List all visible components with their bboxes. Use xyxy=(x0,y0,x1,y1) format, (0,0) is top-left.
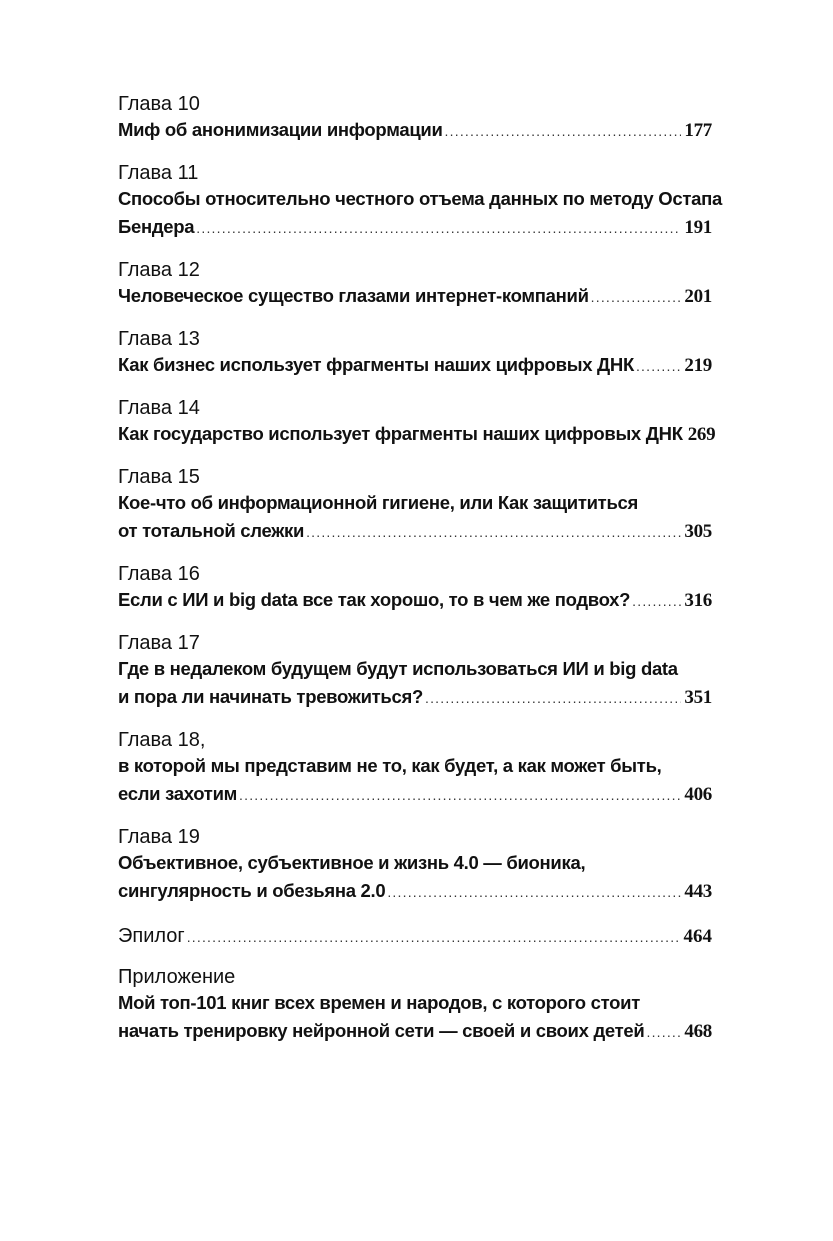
page-number: 269 xyxy=(687,424,716,445)
chapter-title-line xyxy=(118,282,712,311)
chapter-title: в которой мы представим не то, как будет, а как может быть, xyxy=(118,755,662,776)
chapter-label: Глава 17 xyxy=(118,632,200,654)
toc-entry-chapter-13 xyxy=(118,327,712,380)
page-number: 443 xyxy=(684,881,712,902)
epilogue-title: Эпилог xyxy=(118,925,185,947)
dot-leader xyxy=(445,117,682,145)
chapter-title: Где в недалеком будущем будут использоваться ИИ и big data xyxy=(118,658,678,679)
toc-entry-chapter-18 xyxy=(118,728,712,809)
chapter-title-line xyxy=(118,351,712,380)
chapter-title: Человеческое существо глазами интернет-компаний xyxy=(118,285,589,306)
chapter-title: Как государство использует фрагменты наших цифровых ДНК xyxy=(118,423,683,444)
epilogue-line xyxy=(118,922,712,951)
dot-leader xyxy=(632,587,681,615)
appendix-title: Мой топ-101 книг всех времен и народов, с которого стоит xyxy=(118,992,640,1013)
page-number: 305 xyxy=(684,521,712,542)
chapter-title: если захотим xyxy=(118,783,238,804)
chapter-title: Объективное, субъективное и жизнь 4.0 — бионика, xyxy=(118,852,586,873)
chapter-label: Глава 16 xyxy=(118,563,200,585)
toc-entry-appendix xyxy=(118,965,712,1046)
page-number: 351 xyxy=(684,687,712,708)
toc-entry-chapter-11 xyxy=(118,161,722,242)
dot-leader xyxy=(239,781,681,809)
dot-leader xyxy=(425,684,681,712)
chapter-title: Миф об анонимизации информации xyxy=(118,119,443,140)
dot-leader xyxy=(636,352,681,380)
dot-leader xyxy=(646,1018,681,1046)
chapter-title-line xyxy=(118,420,716,449)
page-number: 191 xyxy=(684,217,712,238)
chapter-label: Глава 19 xyxy=(118,826,200,848)
chapter-title: Бендера xyxy=(118,216,195,237)
chapter-title-line xyxy=(118,877,712,906)
dot-leader xyxy=(196,214,681,242)
chapter-title: от тотальной слежки xyxy=(118,520,305,541)
toc-entry-chapter-12 xyxy=(118,258,712,311)
toc-entry-chapter-16 xyxy=(118,562,712,615)
chapter-title-line xyxy=(118,586,712,615)
chapter-title: Кое-что об информационной гигиене, или Как защититься xyxy=(118,492,638,513)
dot-leader xyxy=(591,283,682,311)
chapter-title-line xyxy=(118,780,712,809)
chapter-label: Глава 11 xyxy=(118,162,199,184)
chapter-label: Глава 10 xyxy=(118,93,200,115)
chapter-title-line xyxy=(118,116,712,145)
page-number: 201 xyxy=(684,286,712,307)
chapter-title: Если с ИИ и big data все так хорошо, то в чем же подвох? xyxy=(118,589,631,610)
chapter-title-line xyxy=(118,683,712,712)
table-of-contents xyxy=(118,92,722,1062)
appendix-title: начать тренировку нейронной сети — своей и своих детей xyxy=(118,1020,645,1041)
chapter-label: Глава 13 xyxy=(118,328,200,350)
page-number: 406 xyxy=(684,784,712,805)
chapter-title: Способы относительно честного отъема данных по методу Остапа xyxy=(118,188,722,209)
chapter-title: Как бизнес использует фрагменты наших цифровых ДНК xyxy=(118,354,634,375)
page-number: 219 xyxy=(684,355,712,376)
toc-entry-chapter-15 xyxy=(118,465,712,546)
appendix-title-line xyxy=(118,1017,712,1046)
dot-leader xyxy=(306,518,681,546)
appendix-label: Приложение xyxy=(118,966,236,988)
chapter-label: Глава 12 xyxy=(118,259,200,281)
dot-leader xyxy=(387,878,681,906)
chapter-title: и пора ли начинать тревожиться? xyxy=(118,686,423,707)
chapter-label: Глава 18, xyxy=(118,729,206,751)
toc-entry-chapter-19 xyxy=(118,825,712,906)
chapter-title-line xyxy=(118,517,712,546)
chapter-title-line xyxy=(118,213,712,242)
chapter-label: Глава 15 xyxy=(118,466,200,488)
dot-leader xyxy=(187,923,681,951)
chapter-label: Глава 14 xyxy=(118,397,200,419)
page-number: 464 xyxy=(683,926,712,947)
page-number: 316 xyxy=(684,590,712,611)
toc-entry-chapter-14 xyxy=(118,396,716,449)
toc-entry-chapter-10 xyxy=(118,92,712,145)
page-number: 177 xyxy=(684,120,712,141)
chapter-title: сингулярность и обезьяна 2.0 xyxy=(118,880,386,901)
page-number: 468 xyxy=(684,1021,712,1042)
toc-entry-epilogue xyxy=(118,922,712,951)
toc-entry-chapter-17 xyxy=(118,631,712,712)
